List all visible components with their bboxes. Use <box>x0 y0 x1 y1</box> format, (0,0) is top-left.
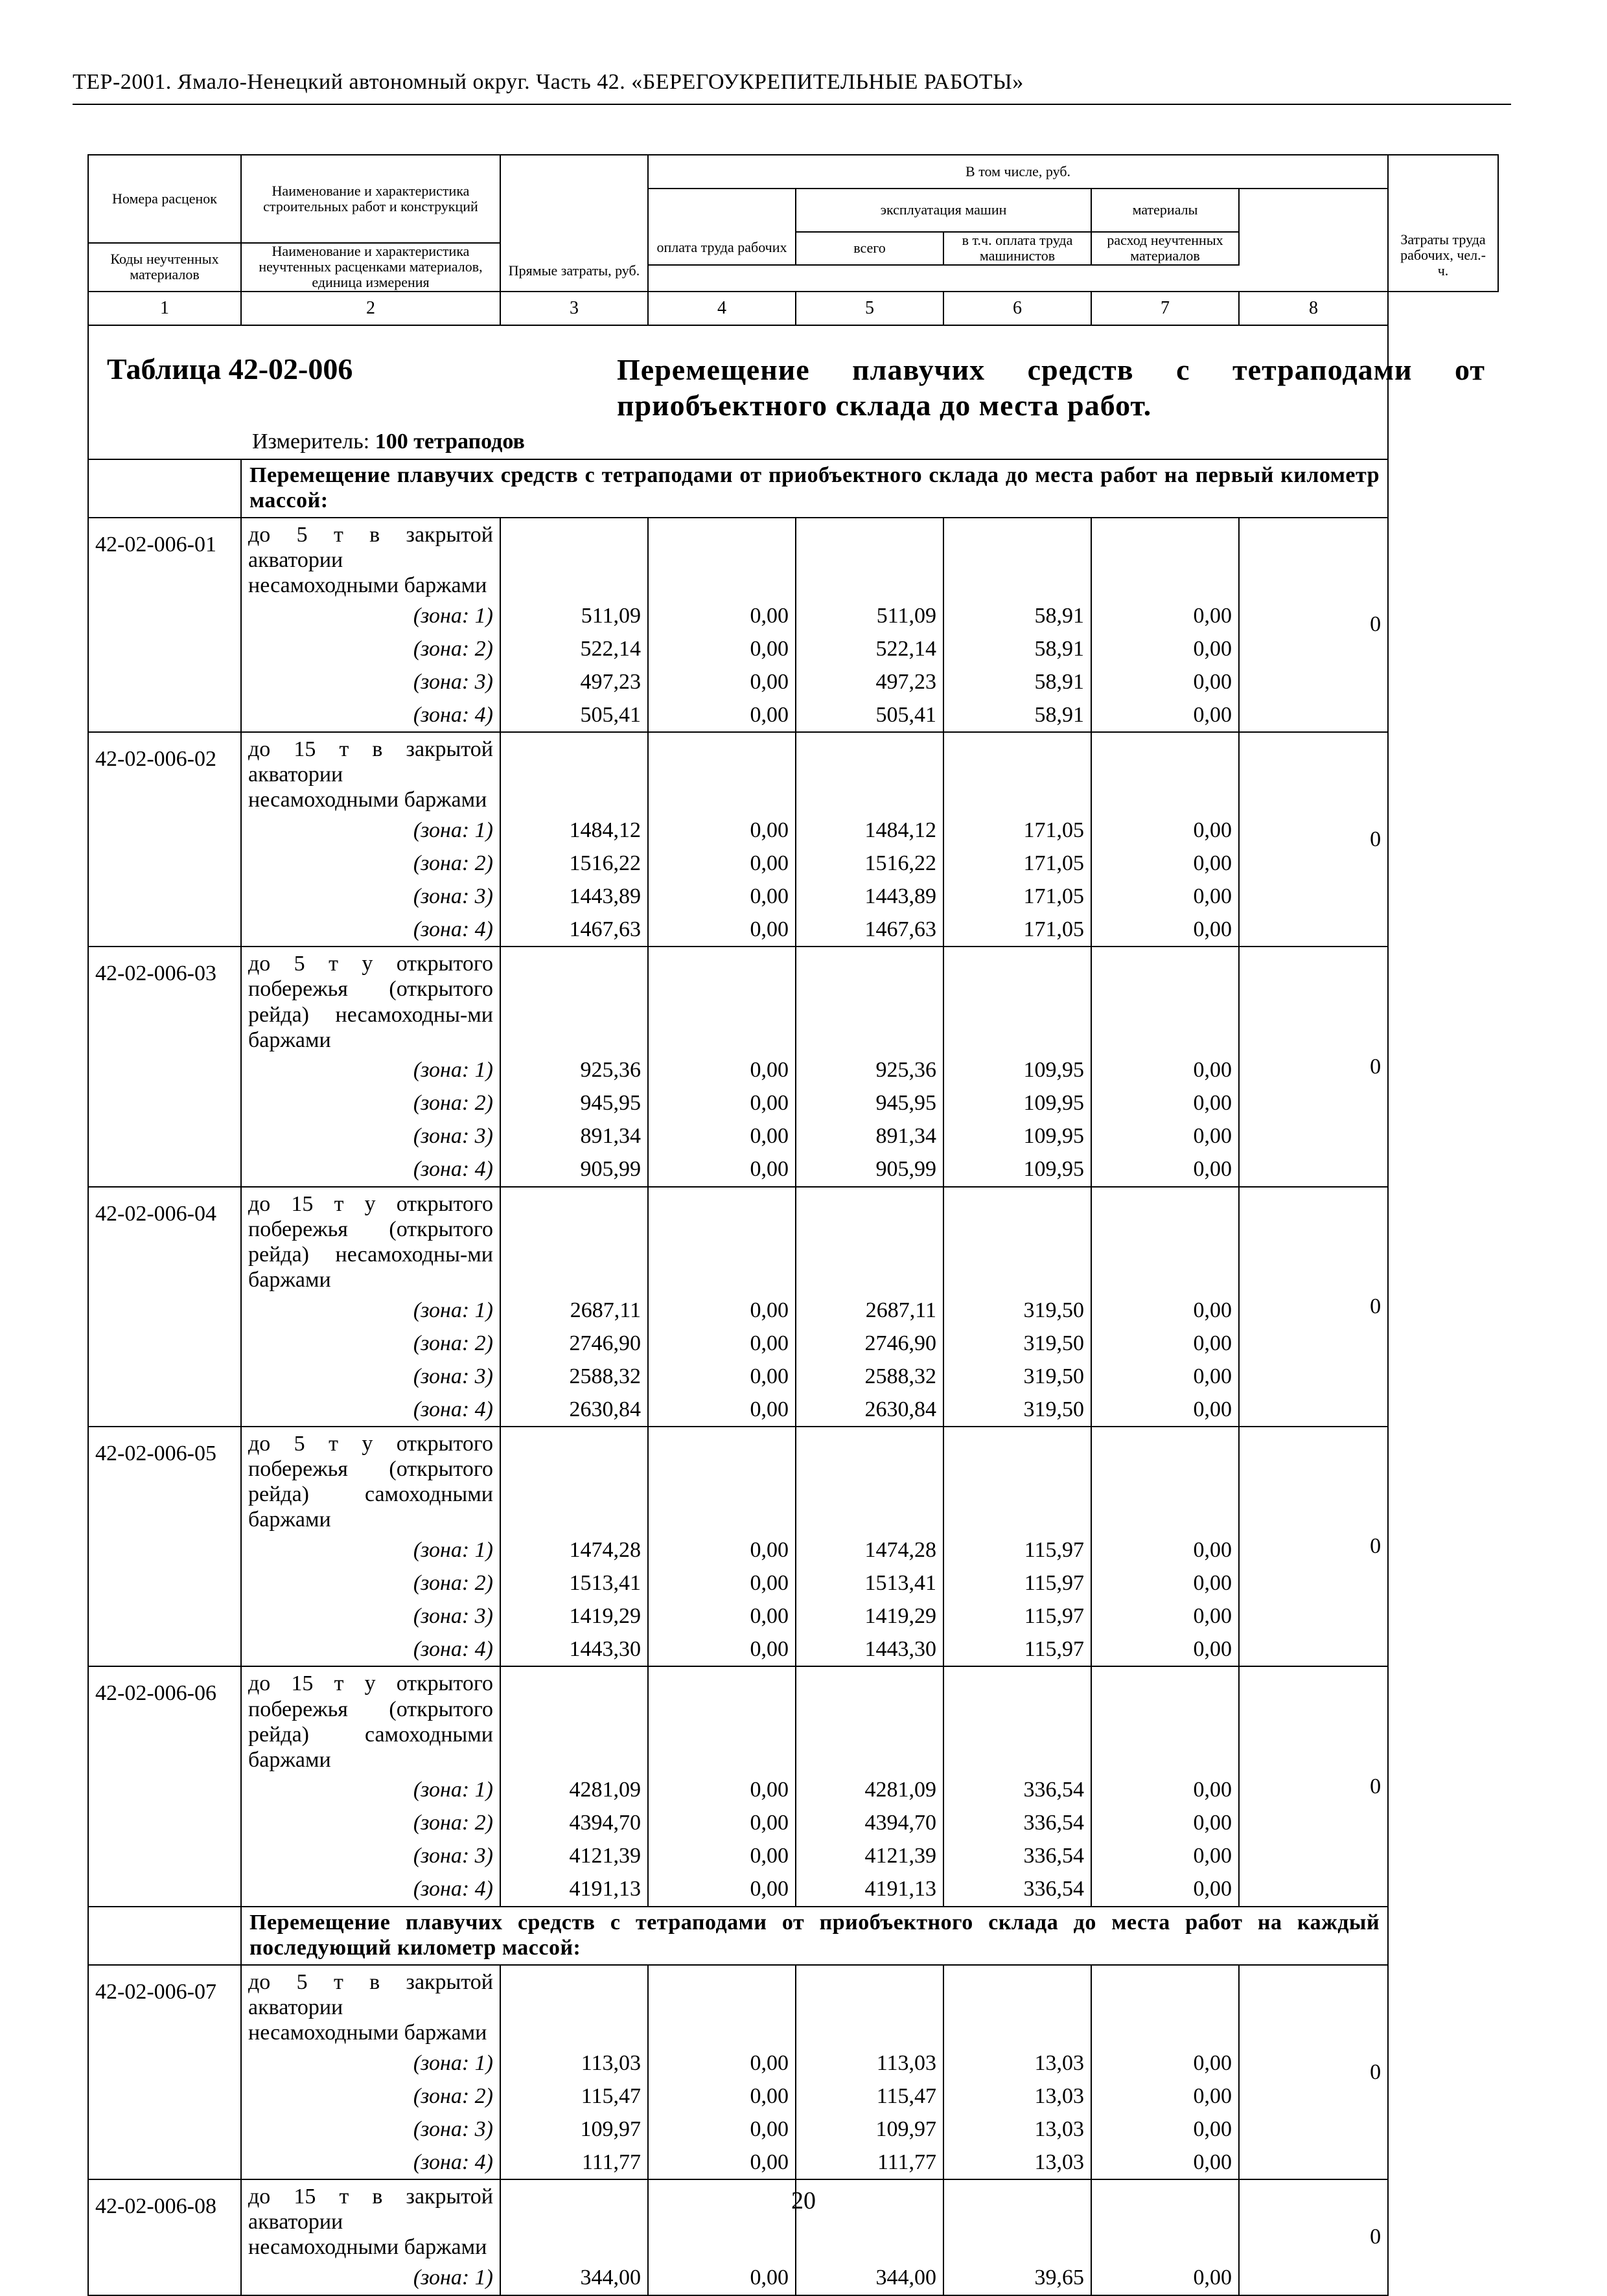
empty-cell <box>500 518 648 599</box>
zone-label: (зона: 2) <box>241 847 500 880</box>
materials-cost: 0,00 <box>1091 1774 1239 1807</box>
materials-cost: 0,00 <box>1091 1533 1239 1567</box>
machine-cost: 925,36 <box>796 1054 943 1087</box>
machine-cost: 2588,32 <box>796 1360 943 1393</box>
hdr-col2-top: Наименование и характеристика строительных работ и конструкций <box>241 155 500 243</box>
zone-label: (зона: 4) <box>241 1633 500 1666</box>
colnum-7: 7 <box>1091 292 1239 325</box>
empty-cell <box>500 1427 648 1533</box>
direct-cost: 109,97 <box>500 2113 648 2146</box>
direct-cost: 1443,30 <box>500 1633 648 1666</box>
hdr-col6: в т.ч. оплата труда машинистов <box>943 232 1091 265</box>
meter <box>252 430 525 454</box>
materials-cost: 0,00 <box>1091 2047 1239 2080</box>
hdr-col5: всего <box>796 232 943 265</box>
materials-cost: 0,00 <box>1091 1840 1239 1873</box>
hdr-col1-top: Номера расценок <box>88 155 241 243</box>
zone-label: (зона: 3) <box>241 1120 500 1153</box>
zone-label: (зона: 2) <box>241 632 500 665</box>
rate-code: 42-02-006-07 <box>88 1965 241 2179</box>
labor-cost: 0 <box>1239 1187 1388 1427</box>
machinist-wage: 319,50 <box>943 1294 1091 1327</box>
empty-cell <box>943 1187 1091 1294</box>
direct-cost: 1513,41 <box>500 1567 648 1600</box>
direct-cost: 925,36 <box>500 1054 648 1087</box>
direct-cost: 1467,63 <box>500 913 648 947</box>
empty-cell <box>796 732 943 814</box>
materials-cost: 0,00 <box>1091 1087 1239 1120</box>
machinist-wage: 58,91 <box>943 698 1091 732</box>
worker-wage: 0,00 <box>648 1533 796 1567</box>
rate-code: 42-02-006-03 <box>88 947 241 1186</box>
materials-cost: 0,00 <box>1091 1873 1239 1907</box>
rate-description: до 15 т в закрытой акватории несамоходными баржами <box>241 732 500 814</box>
direct-cost: 2746,90 <box>500 1327 648 1360</box>
direct-cost: 2630,84 <box>500 1393 648 1427</box>
direct-cost: 1474,28 <box>500 1533 648 1567</box>
machine-cost: 1484,12 <box>796 814 943 847</box>
machinist-wage: 319,50 <box>943 1360 1091 1393</box>
table-title-row <box>88 325 1498 459</box>
labor-cost: 0 <box>1239 1965 1388 2179</box>
meter-label: Измеритель: <box>252 429 370 453</box>
machinist-wage: 13,03 <box>943 2080 1091 2113</box>
rate-code: 42-02-006-02 <box>88 732 241 947</box>
rate-row <box>88 732 1498 814</box>
worker-wage: 0,00 <box>648 1873 796 1907</box>
worker-wage: 0,00 <box>648 1054 796 1087</box>
machine-cost: 905,99 <box>796 1153 943 1187</box>
machine-cost: 113,03 <box>796 2047 943 2080</box>
labor-cost: 0 <box>1239 1427 1388 1666</box>
meter-value: 100 тетраподов <box>375 429 525 453</box>
materials-cost: 0,00 <box>1091 1807 1239 1840</box>
empty-cell <box>648 732 796 814</box>
rate-description: до 5 т у открытого побережья (открытого рейда) самоходными баржами <box>241 1427 500 1533</box>
worker-wage: 0,00 <box>648 1360 796 1393</box>
worker-wage: 0,00 <box>648 1840 796 1873</box>
empty-cell <box>796 518 943 599</box>
page-number: 20 <box>791 2187 816 2214</box>
table-title: Перемещение плавучих средств с тетраподами от приобъектного склада до места работ. <box>617 352 1485 422</box>
worker-wage: 0,00 <box>648 2262 796 2295</box>
materials-cost: 0,00 <box>1091 880 1239 913</box>
colnum-3: 3 <box>500 292 648 325</box>
worker-wage: 0,00 <box>648 1567 796 1600</box>
worker-wage: 0,00 <box>648 814 796 847</box>
materials-cost: 0,00 <box>1091 2113 1239 2146</box>
worker-wage: 0,00 <box>648 2113 796 2146</box>
materials-cost: 0,00 <box>1091 847 1239 880</box>
zone-label: (зона: 4) <box>241 698 500 732</box>
rates-table <box>87 154 1499 2296</box>
rate-row <box>88 1187 1498 1294</box>
direct-cost: 4281,09 <box>500 1774 648 1807</box>
empty-cell <box>500 1965 648 2047</box>
zone-label: (зона: 2) <box>241 1087 500 1120</box>
materials-cost: 0,00 <box>1091 1360 1239 1393</box>
zone-label: (зона: 1) <box>241 2262 500 2295</box>
worker-wage: 0,00 <box>648 1600 796 1633</box>
machinist-wage: 109,95 <box>943 1120 1091 1153</box>
hdr-col7: расход неучтенных материалов <box>1091 232 1239 265</box>
direct-cost: 2687,11 <box>500 1294 648 1327</box>
rate-description: до 15 т в закрытой акватории несамоходными баржами <box>241 2179 500 2261</box>
machinist-wage: 109,95 <box>943 1153 1091 1187</box>
materials-cost: 0,00 <box>1091 1327 1239 1360</box>
header-rule <box>73 104 1511 105</box>
zone-label: (зона: 2) <box>241 1567 500 1600</box>
zone-label: (зона: 3) <box>241 665 500 698</box>
machinist-wage: 319,50 <box>943 1393 1091 1427</box>
direct-cost: 522,14 <box>500 632 648 665</box>
direct-cost: 1443,89 <box>500 880 648 913</box>
materials-cost: 0,00 <box>1091 1153 1239 1187</box>
hdr-col2-bottom: Наименование и характеристика неучтенных расценками материалов, единица измерения <box>241 243 500 292</box>
rate-row <box>88 947 1498 1053</box>
hdr-col1-bottom: Коды неучтенных материалов <box>88 243 241 292</box>
machinist-wage: 39,65 <box>943 2262 1091 2295</box>
empty-cell <box>796 1965 943 2047</box>
colnum-2: 2 <box>241 292 500 325</box>
machinist-wage: 13,03 <box>943 2047 1091 2080</box>
machinist-wage: 109,95 <box>943 1087 1091 1120</box>
machine-cost: 4191,13 <box>796 1873 943 1907</box>
worker-wage: 0,00 <box>648 1807 796 1840</box>
zone-label: (зона: 3) <box>241 1840 500 1873</box>
worker-wage: 0,00 <box>648 1087 796 1120</box>
empty-cell <box>796 1187 943 1294</box>
worker-wage: 0,00 <box>648 1327 796 1360</box>
hdr-materials: материалы <box>1091 189 1239 232</box>
direct-cost: 2588,32 <box>500 1360 648 1393</box>
zone-label: (зона: 1) <box>241 1294 500 1327</box>
direct-cost: 891,34 <box>500 1120 648 1153</box>
machine-cost: 4121,39 <box>796 1840 943 1873</box>
materials-cost: 0,00 <box>1091 913 1239 947</box>
machinist-wage: 336,54 <box>943 1840 1091 1873</box>
zone-label: (зона: 2) <box>241 1327 500 1360</box>
colnum-1: 1 <box>88 292 241 325</box>
machinist-wage: 13,03 <box>943 2146 1091 2179</box>
rate-row <box>88 1965 1498 2047</box>
materials-cost: 0,00 <box>1091 632 1239 665</box>
labor-cost: 0 <box>1239 732 1388 947</box>
machinist-wage: 115,97 <box>943 1567 1091 1600</box>
empty-cell <box>796 1427 943 1533</box>
empty-cell <box>1091 518 1239 599</box>
empty-cell <box>648 1666 796 1773</box>
materials-cost: 0,00 <box>1091 1120 1239 1153</box>
rate-row <box>88 518 1498 599</box>
worker-wage: 0,00 <box>648 847 796 880</box>
rate-code: 42-02-006-01 <box>88 518 241 732</box>
colnum-4: 4 <box>648 292 796 325</box>
section-row <box>88 1907 1498 1965</box>
direct-cost: 505,41 <box>500 698 648 732</box>
machine-cost: 2746,90 <box>796 1327 943 1360</box>
rate-description: до 15 т у открытого побережья (открытого рейда) самоходными баржами <box>241 1666 500 1773</box>
section-title: Перемещение плавучих средств с тетраподами от приобъектного склада до места работ на первый километр массой: <box>241 459 1388 518</box>
machine-cost: 511,09 <box>796 599 943 632</box>
materials-cost: 0,00 <box>1091 1600 1239 1633</box>
empty-cell <box>648 1187 796 1294</box>
zone-label: (зона: 2) <box>241 2080 500 2113</box>
empty-cell <box>500 947 648 1053</box>
rate-row <box>88 1666 1498 1773</box>
empty-cell <box>500 732 648 814</box>
worker-wage: 0,00 <box>648 1153 796 1187</box>
materials-cost: 0,00 <box>1091 1633 1239 1666</box>
zone-label: (зона: 1) <box>241 2047 500 2080</box>
machinist-wage: 171,05 <box>943 847 1091 880</box>
empty-cell <box>1091 732 1239 814</box>
rate-code: 42-02-006-06 <box>88 1666 241 1906</box>
machinist-wage: 58,91 <box>943 599 1091 632</box>
machine-cost: 4394,70 <box>796 1807 943 1840</box>
machine-cost: 522,14 <box>796 632 943 665</box>
machinist-wage: 115,97 <box>943 1600 1091 1633</box>
machine-cost: 2687,11 <box>796 1294 943 1327</box>
empty-cell <box>500 1666 648 1773</box>
empty-cell <box>796 1666 943 1773</box>
direct-cost: 4121,39 <box>500 1840 648 1873</box>
machine-cost: 344,00 <box>796 2262 943 2295</box>
machinist-wage: 171,05 <box>943 814 1091 847</box>
machine-cost: 1474,28 <box>796 1533 943 1567</box>
machine-cost: 1467,63 <box>796 913 943 947</box>
table-id: Таблица 42-02-006 <box>107 352 353 385</box>
section-spacer <box>88 459 241 518</box>
empty-cell <box>1091 1427 1239 1533</box>
empty-cell <box>648 1965 796 2047</box>
machine-cost: 1419,29 <box>796 1600 943 1633</box>
materials-cost: 0,00 <box>1091 2146 1239 2179</box>
zone-label: (зона: 4) <box>241 1393 500 1427</box>
empty-cell <box>943 1427 1091 1533</box>
zone-label: (зона: 2) <box>241 1807 500 1840</box>
rate-description: до 5 т в закрытой акватории несамоходными баржами <box>241 1965 500 2047</box>
section-spacer <box>88 1907 241 1965</box>
empty-cell <box>648 1427 796 1533</box>
empty-cell <box>943 1666 1091 1773</box>
direct-cost: 905,99 <box>500 1153 648 1187</box>
worker-wage: 0,00 <box>648 599 796 632</box>
worker-wage: 0,00 <box>648 2146 796 2179</box>
machine-cost: 1516,22 <box>796 847 943 880</box>
machine-cost: 505,41 <box>796 698 943 732</box>
machine-cost: 1513,41 <box>796 1567 943 1600</box>
zone-label: (зона: 4) <box>241 2146 500 2179</box>
direct-cost: 344,00 <box>500 2262 648 2295</box>
materials-cost: 0,00 <box>1091 2080 1239 2113</box>
zone-label: (зона: 4) <box>241 1873 500 1907</box>
empty-cell <box>648 947 796 1053</box>
direct-cost: 1419,29 <box>500 1600 648 1633</box>
machine-cost: 4281,09 <box>796 1774 943 1807</box>
materials-cost: 0,00 <box>1091 2262 1239 2295</box>
materials-cost: 0,00 <box>1091 1393 1239 1427</box>
direct-cost: 4394,70 <box>500 1807 648 1840</box>
zone-label: (зона: 4) <box>241 913 500 947</box>
direct-cost: 4191,13 <box>500 1873 648 1907</box>
empty-cell <box>500 1187 648 1294</box>
labor-cost: 0 <box>1239 947 1388 1186</box>
hdr-col3: Прямые затраты, руб. <box>500 155 648 292</box>
machine-cost: 109,97 <box>796 2113 943 2146</box>
zone-label: (зона: 3) <box>241 880 500 913</box>
materials-cost: 0,00 <box>1091 665 1239 698</box>
machinist-wage: 171,05 <box>943 880 1091 913</box>
machinist-wage: 336,54 <box>943 1807 1091 1840</box>
materials-cost: 0,00 <box>1091 1054 1239 1087</box>
empty-cell <box>1091 1187 1239 1294</box>
rate-code: 42-02-006-08 <box>88 2179 241 2295</box>
machinist-wage: 115,97 <box>943 1633 1091 1666</box>
worker-wage: 0,00 <box>648 880 796 913</box>
zone-label: (зона: 1) <box>241 1774 500 1807</box>
rate-description: до 15 т у открытого побережья (открытого рейда) несамоходны-ми баржами <box>241 1187 500 1294</box>
worker-wage: 0,00 <box>648 2080 796 2113</box>
direct-cost: 115,47 <box>500 2080 648 2113</box>
zone-label: (зона: 1) <box>241 814 500 847</box>
labor-cost: 0 <box>1239 2179 1388 2295</box>
machinist-wage: 336,54 <box>943 1873 1091 1907</box>
machine-cost: 115,47 <box>796 2080 943 2113</box>
hdr-machines: эксплуатация машин <box>796 189 1091 232</box>
worker-wage: 0,00 <box>648 1633 796 1666</box>
column-numbers-row <box>88 292 1498 325</box>
hdr-including: В том числе, руб. <box>648 155 1388 189</box>
empty-cell <box>796 947 943 1053</box>
empty-cell <box>943 732 1091 814</box>
machine-cost: 2630,84 <box>796 1393 943 1427</box>
rate-description: до 5 т у открытого побережья (открытого рейда) несамоходны-ми баржами <box>241 947 500 1053</box>
labor-cost: 0 <box>1239 518 1388 732</box>
machinist-wage: 319,50 <box>943 1327 1091 1360</box>
rate-code: 42-02-006-05 <box>88 1427 241 1666</box>
labor-cost: 0 <box>1239 1666 1388 1906</box>
worker-wage: 0,00 <box>648 2047 796 2080</box>
zone-label: (зона: 3) <box>241 2113 500 2146</box>
direct-cost: 113,03 <box>500 2047 648 2080</box>
materials-cost: 0,00 <box>1091 1294 1239 1327</box>
machinist-wage: 13,03 <box>943 2113 1091 2146</box>
worker-wage: 0,00 <box>648 698 796 732</box>
worker-wage: 0,00 <box>648 1294 796 1327</box>
materials-cost: 0,00 <box>1091 1567 1239 1600</box>
worker-wage: 0,00 <box>648 632 796 665</box>
materials-cost: 0,00 <box>1091 698 1239 732</box>
section-title: Перемещение плавучих средств с тетраподами от приобъектного склада до места работ на каждый последующий километр массой: <box>241 1907 1388 1965</box>
worker-wage: 0,00 <box>648 1120 796 1153</box>
machine-cost: 891,34 <box>796 1120 943 1153</box>
empty-cell <box>943 1965 1091 2047</box>
machinist-wage: 336,54 <box>943 1774 1091 1807</box>
direct-cost: 111,77 <box>500 2146 648 2179</box>
direct-cost: 1484,12 <box>500 814 648 847</box>
colnum-6: 6 <box>943 292 1091 325</box>
worker-wage: 0,00 <box>648 665 796 698</box>
zone-label: (зона: 3) <box>241 1360 500 1393</box>
zone-label: (зона: 4) <box>241 1153 500 1187</box>
colnum-5: 5 <box>796 292 943 325</box>
empty-cell <box>648 518 796 599</box>
zone-label: (зона: 3) <box>241 1600 500 1633</box>
direct-cost: 1516,22 <box>500 847 648 880</box>
materials-cost: 0,00 <box>1091 599 1239 632</box>
section-row <box>88 459 1498 518</box>
rate-row <box>88 1427 1498 1533</box>
machine-cost: 497,23 <box>796 665 943 698</box>
rate-description: до 5 т в закрытой акватории несамоходными баржами <box>241 518 500 599</box>
empty-cell <box>1091 1965 1239 2047</box>
rate-code: 42-02-006-04 <box>88 1187 241 1427</box>
empty-cell <box>1091 1666 1239 1773</box>
direct-cost: 497,23 <box>500 665 648 698</box>
empty-cell <box>1091 947 1239 1053</box>
zone-label: (зона: 1) <box>241 1054 500 1087</box>
running-header: ТЕР-2001. Ямало-Ненецкий автономный округ. Часть 42. «БЕРЕГОУКРЕПИТЕЛЬНЫЕ РАБОТЫ» <box>73 70 1024 94</box>
machinist-wage: 115,97 <box>943 1533 1091 1567</box>
direct-cost: 945,95 <box>500 1087 648 1120</box>
machine-cost: 1443,30 <box>796 1633 943 1666</box>
machinist-wage: 58,91 <box>943 632 1091 665</box>
machinist-wage: 171,05 <box>943 913 1091 947</box>
machinist-wage: 109,95 <box>943 1054 1091 1087</box>
machine-cost: 111,77 <box>796 2146 943 2179</box>
zone-label: (зона: 1) <box>241 1533 500 1567</box>
worker-wage: 0,00 <box>648 1393 796 1427</box>
materials-cost: 0,00 <box>1091 814 1239 847</box>
machine-cost: 945,95 <box>796 1087 943 1120</box>
colnum-8: 8 <box>1239 292 1388 325</box>
empty-cell <box>943 947 1091 1053</box>
hdr-col8: Затраты труда рабочих, чел.-ч. <box>1388 155 1498 292</box>
empty-cell <box>943 518 1091 599</box>
worker-wage: 0,00 <box>648 1774 796 1807</box>
machinist-wage: 58,91 <box>943 665 1091 698</box>
worker-wage: 0,00 <box>648 913 796 947</box>
direct-cost: 511,09 <box>500 599 648 632</box>
hdr-col4: оплата труда рабочих <box>648 189 796 265</box>
machine-cost: 1443,89 <box>796 880 943 913</box>
zone-label: (зона: 1) <box>241 599 500 632</box>
